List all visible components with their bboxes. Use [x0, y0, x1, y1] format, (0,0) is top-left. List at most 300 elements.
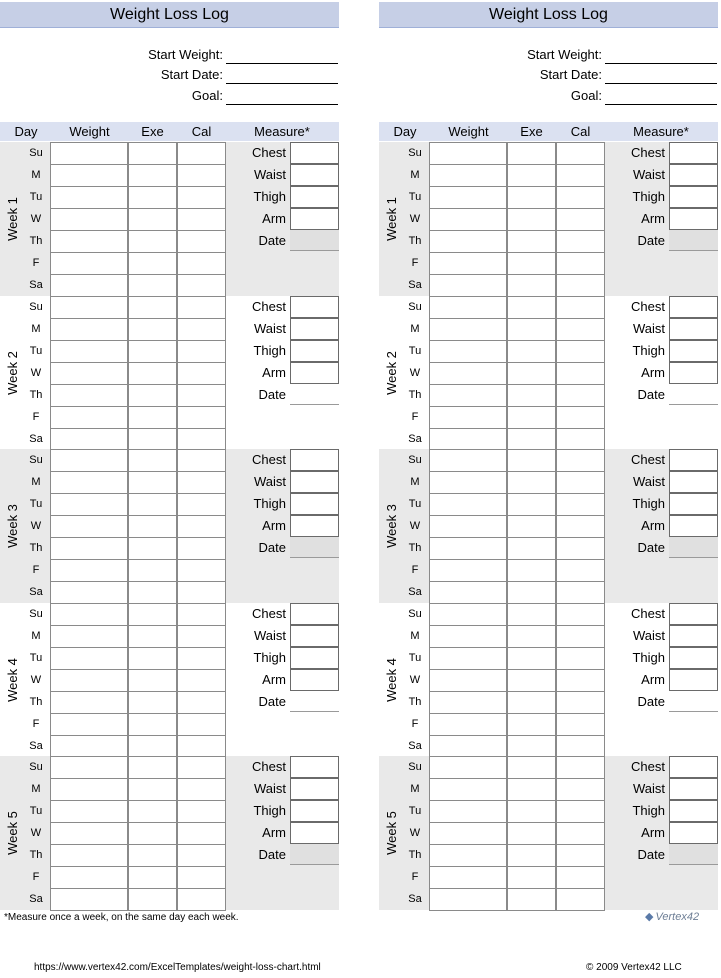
template-url[interactable]: https://www.vertex42.com/ExcelTemplates/weight-loss-chart.html	[34, 962, 321, 973]
date-input[interactable]	[290, 844, 339, 865]
calories-input-cell[interactable]	[177, 735, 226, 758]
calories-input-cell[interactable]	[177, 691, 226, 714]
measure-input-arm[interactable]	[290, 515, 339, 537]
measure-input-waist[interactable]	[669, 778, 718, 800]
day-label: M	[410, 783, 420, 796]
day-label: W	[409, 520, 421, 533]
exercise-input-cell[interactable]	[128, 449, 177, 472]
exercise-input-cell[interactable]	[128, 647, 177, 670]
log-title: Weight Loss Log	[0, 2, 339, 28]
exercise-input-cell[interactable]	[507, 164, 556, 187]
exercise-input-cell[interactable]	[128, 406, 177, 429]
weight-input-cell[interactable]	[429, 296, 507, 319]
header-field-input-line[interactable]	[226, 63, 338, 64]
calories-input-cell[interactable]	[177, 559, 226, 582]
weight-input-cell[interactable]	[50, 274, 128, 297]
calories-input-cell[interactable]	[177, 515, 226, 538]
calories-input-cell[interactable]	[177, 208, 226, 231]
calories-input-cell[interactable]	[177, 406, 226, 429]
exercise-input-cell[interactable]	[507, 669, 556, 692]
measure-input-thigh[interactable]	[669, 647, 718, 669]
calories-input-cell[interactable]	[556, 844, 605, 867]
exercise-input-cell[interactable]	[507, 844, 556, 867]
header-field-label: Start Date:	[160, 67, 223, 82]
calories-input-cell[interactable]	[177, 318, 226, 341]
measure-input-thigh[interactable]	[290, 647, 339, 669]
calories-input-cell[interactable]	[556, 406, 605, 429]
exercise-input-cell[interactable]	[128, 778, 177, 801]
calories-input-cell[interactable]	[556, 691, 605, 714]
weight-input-cell[interactable]	[50, 735, 128, 758]
day-label: M	[31, 476, 41, 489]
header-field-input-line[interactable]	[605, 63, 717, 64]
weight-input-cell[interactable]	[50, 406, 128, 429]
exercise-input-cell[interactable]	[128, 471, 177, 494]
exercise-input-cell[interactable]	[507, 384, 556, 407]
exercise-input-cell[interactable]	[128, 340, 177, 363]
measure-input-waist[interactable]	[669, 164, 718, 186]
measure-input-arm[interactable]	[290, 669, 339, 691]
header-field-input-line[interactable]	[605, 83, 717, 84]
weight-input-cell[interactable]	[429, 384, 507, 407]
calories-input-cell[interactable]	[556, 318, 605, 341]
weight-input-cell[interactable]	[429, 340, 507, 363]
calories-input-cell[interactable]	[177, 669, 226, 692]
exercise-input-cell[interactable]	[128, 318, 177, 341]
measure-input-arm[interactable]	[290, 362, 339, 384]
calories-input-cell[interactable]	[177, 230, 226, 253]
calories-input-cell[interactable]	[556, 735, 605, 758]
weight-input-cell[interactable]	[429, 186, 507, 209]
exercise-input-cell[interactable]	[507, 340, 556, 363]
exercise-input-cell[interactable]	[128, 844, 177, 867]
calories-input-cell[interactable]	[177, 449, 226, 472]
day-label: Tu	[29, 805, 43, 818]
exercise-input-cell[interactable]	[507, 142, 556, 165]
exercise-input-cell[interactable]	[128, 735, 177, 758]
header-field-input-line[interactable]	[605, 104, 717, 105]
exercise-input-cell[interactable]	[128, 537, 177, 560]
weight-input-cell[interactable]	[50, 669, 128, 692]
weight-input-cell[interactable]	[50, 186, 128, 209]
exercise-input-cell[interactable]	[507, 186, 556, 209]
day-label: M	[31, 629, 41, 642]
measure-input-chest[interactable]	[669, 603, 718, 625]
exercise-input-cell[interactable]	[507, 471, 556, 494]
weight-input-cell[interactable]	[429, 756, 507, 779]
weight-input-cell[interactable]	[50, 581, 128, 604]
calories-input-cell[interactable]	[556, 669, 605, 692]
exercise-input-cell[interactable]	[128, 822, 177, 845]
exercise-input-cell[interactable]	[507, 296, 556, 319]
weight-input-cell[interactable]	[50, 800, 128, 823]
calories-input-cell[interactable]	[556, 866, 605, 889]
measure-input-arm[interactable]	[669, 362, 718, 384]
exercise-input-cell[interactable]	[507, 406, 556, 429]
calories-input-cell[interactable]	[177, 625, 226, 648]
weight-input-cell[interactable]	[429, 888, 507, 911]
day-label: Th	[408, 849, 422, 862]
measure-input-waist[interactable]	[290, 471, 339, 493]
exercise-input-cell[interactable]	[507, 888, 556, 911]
exercise-input-cell[interactable]	[507, 449, 556, 472]
measure-input-chest[interactable]	[290, 142, 339, 164]
calories-input-cell[interactable]	[556, 164, 605, 187]
calories-input-cell[interactable]	[177, 142, 226, 165]
weight-input-cell[interactable]	[429, 800, 507, 823]
weight-input-cell[interactable]	[429, 230, 507, 253]
exercise-input-cell[interactable]	[507, 559, 556, 582]
calories-input-cell[interactable]	[177, 186, 226, 209]
weight-input-cell[interactable]	[429, 822, 507, 845]
exercise-input-cell[interactable]	[507, 603, 556, 626]
calories-input-cell[interactable]	[556, 822, 605, 845]
weight-input-cell[interactable]	[50, 230, 128, 253]
measure-label-thigh: Thigh	[253, 803, 286, 819]
exercise-input-cell[interactable]	[507, 493, 556, 516]
weight-input-cell[interactable]	[429, 515, 507, 538]
weight-input-cell[interactable]	[50, 471, 128, 494]
weight-input-cell[interactable]	[50, 296, 128, 319]
exercise-input-cell[interactable]	[128, 142, 177, 165]
weight-input-cell[interactable]	[429, 669, 507, 692]
weight-input-cell[interactable]	[50, 822, 128, 845]
exercise-input-cell[interactable]	[128, 581, 177, 604]
calories-input-cell[interactable]	[556, 603, 605, 626]
calories-input-cell[interactable]	[177, 822, 226, 845]
date-input[interactable]	[290, 691, 339, 712]
col-header-exe: Exe	[520, 124, 543, 139]
calories-input-cell[interactable]	[177, 252, 226, 275]
weight-input-cell[interactable]	[50, 756, 128, 779]
measure-input-thigh[interactable]	[669, 186, 718, 208]
weight-input-cell[interactable]	[429, 274, 507, 297]
date-input[interactable]	[669, 230, 718, 251]
calories-input-cell[interactable]	[556, 362, 605, 385]
weight-input-cell[interactable]	[50, 384, 128, 407]
exercise-input-cell[interactable]	[128, 888, 177, 911]
calories-input-cell[interactable]	[177, 493, 226, 516]
day-label: Su	[29, 147, 43, 159]
weight-input-cell[interactable]	[50, 866, 128, 889]
measure-label-thigh: Thigh	[632, 649, 665, 665]
calories-input-cell[interactable]	[177, 756, 226, 779]
weight-input-cell[interactable]	[429, 252, 507, 275]
calories-input-cell[interactable]	[177, 362, 226, 385]
calories-input-cell[interactable]	[556, 647, 605, 670]
calories-input-cell[interactable]	[177, 428, 226, 451]
weight-input-cell[interactable]	[429, 449, 507, 472]
exercise-input-cell[interactable]	[128, 515, 177, 538]
exercise-input-cell[interactable]	[128, 493, 177, 516]
weight-input-cell[interactable]	[429, 142, 507, 165]
header-field-row	[0, 65, 339, 85]
calories-input-cell[interactable]	[556, 888, 605, 911]
measure-input-waist[interactable]	[290, 625, 339, 647]
measure-input-arm[interactable]	[669, 208, 718, 230]
weight-input-cell[interactable]	[429, 537, 507, 560]
exercise-input-cell[interactable]	[507, 274, 556, 297]
measure-input-thigh[interactable]	[290, 186, 339, 208]
weight-input-cell[interactable]	[429, 647, 507, 670]
exercise-input-cell[interactable]	[128, 800, 177, 823]
weight-input-cell[interactable]	[50, 252, 128, 275]
calories-input-cell[interactable]	[177, 844, 226, 867]
calories-input-cell[interactable]	[177, 296, 226, 319]
calories-input-cell[interactable]	[556, 252, 605, 275]
exercise-input-cell[interactable]	[507, 537, 556, 560]
date-input[interactable]	[290, 230, 339, 251]
weight-input-cell[interactable]	[50, 713, 128, 736]
weight-input-cell[interactable]	[429, 735, 507, 758]
calories-input-cell[interactable]	[556, 537, 605, 560]
weight-input-cell[interactable]	[50, 691, 128, 714]
week-label: Week 5	[384, 811, 399, 856]
exercise-input-cell[interactable]	[507, 822, 556, 845]
weight-input-cell[interactable]	[429, 208, 507, 231]
calories-input-cell[interactable]	[556, 142, 605, 165]
exercise-input-cell[interactable]	[128, 713, 177, 736]
calories-input-cell[interactable]	[556, 493, 605, 516]
exercise-input-cell[interactable]	[507, 230, 556, 253]
measure-input-chest[interactable]	[290, 449, 339, 471]
weight-input-cell[interactable]	[429, 625, 507, 648]
date-input[interactable]	[669, 537, 718, 558]
exercise-input-cell[interactable]	[128, 603, 177, 626]
measure-input-waist[interactable]	[669, 318, 718, 340]
calories-input-cell[interactable]	[177, 537, 226, 560]
exercise-input-cell[interactable]	[507, 756, 556, 779]
calories-input-cell[interactable]	[177, 164, 226, 187]
exercise-input-cell[interactable]	[128, 208, 177, 231]
day-label: Th	[408, 388, 422, 401]
date-input[interactable]	[290, 384, 339, 405]
calories-input-cell[interactable]	[177, 603, 226, 626]
weight-input-cell[interactable]	[50, 888, 128, 911]
measure-input-arm[interactable]	[669, 515, 718, 537]
weight-input-cell[interactable]	[429, 559, 507, 582]
week-block	[0, 756, 339, 910]
measure-input-waist[interactable]	[290, 164, 339, 186]
calories-input-cell[interactable]	[177, 340, 226, 363]
calories-input-cell[interactable]	[556, 208, 605, 231]
calories-input-cell[interactable]	[177, 471, 226, 494]
measure-label-arm: Arm	[641, 211, 665, 226]
date-input[interactable]	[290, 537, 339, 558]
header-field-row	[379, 86, 718, 106]
calories-input-cell[interactable]	[556, 756, 605, 779]
weight-input-cell[interactable]	[50, 625, 128, 648]
col-header-cal: Cal	[191, 124, 212, 139]
measure-input-chest[interactable]	[290, 756, 339, 778]
calories-input-cell[interactable]	[556, 625, 605, 648]
exercise-input-cell[interactable]	[507, 778, 556, 801]
calories-input-cell[interactable]	[556, 515, 605, 538]
exercise-input-cell[interactable]	[128, 164, 177, 187]
calories-input-cell[interactable]	[177, 647, 226, 670]
week-label: Week 1	[384, 197, 399, 241]
weight-input-cell[interactable]	[50, 493, 128, 516]
weight-input-cell[interactable]	[50, 559, 128, 582]
exercise-input-cell[interactable]	[128, 559, 177, 582]
calories-input-cell[interactable]	[556, 384, 605, 407]
day-label: M	[410, 476, 420, 489]
measure-input-chest[interactable]	[669, 449, 718, 471]
weight-input-cell[interactable]	[429, 713, 507, 736]
exercise-input-cell[interactable]	[507, 647, 556, 670]
measure-input-arm[interactable]	[290, 208, 339, 230]
calories-input-cell[interactable]	[177, 778, 226, 801]
weight-input-cell[interactable]	[50, 449, 128, 472]
measure-label-chest: Chest	[631, 145, 665, 160]
weight-input-cell[interactable]	[50, 515, 128, 538]
date-input[interactable]	[669, 384, 718, 405]
exercise-input-cell[interactable]	[507, 800, 556, 823]
exercise-input-cell[interactable]	[128, 691, 177, 714]
weight-input-cell[interactable]	[50, 603, 128, 626]
header-field-input-line[interactable]	[226, 104, 338, 105]
measure-input-arm[interactable]	[669, 669, 718, 691]
weight-input-cell[interactable]	[429, 471, 507, 494]
day-label: Tu	[408, 805, 422, 818]
weight-input-cell[interactable]	[429, 778, 507, 801]
measure-input-thigh[interactable]	[669, 340, 718, 362]
exercise-input-cell[interactable]	[507, 866, 556, 889]
exercise-input-cell[interactable]	[507, 581, 556, 604]
date-label: Date	[637, 233, 665, 248]
calories-input-cell[interactable]	[556, 230, 605, 253]
calories-input-cell[interactable]	[177, 888, 226, 911]
weight-input-cell[interactable]	[429, 581, 507, 604]
calories-input-cell[interactable]	[556, 340, 605, 363]
exercise-input-cell[interactable]	[128, 384, 177, 407]
exercise-input-cell[interactable]	[128, 296, 177, 319]
calories-input-cell[interactable]	[177, 866, 226, 889]
weight-input-cell[interactable]	[429, 318, 507, 341]
weight-input-cell[interactable]	[429, 164, 507, 187]
exercise-input-cell[interactable]	[128, 866, 177, 889]
measure-input-arm[interactable]	[290, 822, 339, 844]
weight-input-cell[interactable]	[50, 844, 128, 867]
measure-input-thigh[interactable]	[290, 340, 339, 362]
calories-input-cell[interactable]	[556, 581, 605, 604]
exercise-input-cell[interactable]	[128, 756, 177, 779]
exercise-input-cell[interactable]	[507, 318, 556, 341]
day-label: Su	[29, 300, 43, 313]
exercise-input-cell[interactable]	[507, 252, 556, 275]
weight-input-cell[interactable]	[50, 164, 128, 187]
exercise-input-cell[interactable]	[507, 428, 556, 451]
exercise-input-cell[interactable]	[507, 691, 556, 714]
weight-input-cell[interactable]	[50, 340, 128, 363]
measure-input-chest[interactable]	[669, 756, 718, 778]
exercise-input-cell[interactable]	[128, 625, 177, 648]
calories-input-cell[interactable]	[556, 428, 605, 451]
exercise-input-cell[interactable]	[128, 669, 177, 692]
measure-input-arm[interactable]	[669, 822, 718, 844]
exercise-input-cell[interactable]	[128, 362, 177, 385]
exercise-input-cell[interactable]	[507, 713, 556, 736]
weight-input-cell[interactable]	[429, 362, 507, 385]
weight-input-cell[interactable]	[50, 778, 128, 801]
date-input[interactable]	[669, 844, 718, 865]
weight-input-cell[interactable]	[429, 844, 507, 867]
calories-input-cell[interactable]	[177, 274, 226, 297]
measure-input-thigh[interactable]	[290, 800, 339, 822]
exercise-input-cell[interactable]	[128, 428, 177, 451]
calories-input-cell[interactable]	[556, 713, 605, 736]
measure-input-chest[interactable]	[669, 142, 718, 164]
weight-input-cell[interactable]	[50, 208, 128, 231]
col-header-day: Day	[393, 124, 417, 139]
calories-input-cell[interactable]	[177, 713, 226, 736]
exercise-input-cell[interactable]	[128, 230, 177, 253]
measure-input-waist[interactable]	[669, 625, 718, 647]
weight-input-cell[interactable]	[50, 142, 128, 165]
weight-input-cell[interactable]	[50, 362, 128, 385]
header-field-input-line[interactable]	[226, 83, 338, 84]
day-label: Th	[29, 542, 43, 555]
exercise-input-cell[interactable]	[128, 186, 177, 209]
calories-input-cell[interactable]	[177, 800, 226, 823]
weight-input-cell[interactable]	[50, 428, 128, 451]
date-input[interactable]	[669, 691, 718, 712]
calories-input-cell[interactable]	[556, 778, 605, 801]
header-field-row	[0, 86, 339, 106]
measure-input-waist[interactable]	[669, 471, 718, 493]
measure-input-waist[interactable]	[290, 778, 339, 800]
calories-input-cell[interactable]	[556, 800, 605, 823]
weight-input-cell[interactable]	[429, 866, 507, 889]
calories-input-cell[interactable]	[556, 296, 605, 319]
weight-input-cell[interactable]	[50, 647, 128, 670]
exercise-input-cell[interactable]	[507, 735, 556, 758]
weight-input-cell[interactable]	[429, 493, 507, 516]
weight-input-cell[interactable]	[429, 428, 507, 451]
measure-input-chest[interactable]	[669, 296, 718, 318]
exercise-input-cell[interactable]	[507, 208, 556, 231]
measure-input-thigh[interactable]	[669, 493, 718, 515]
day-label: Sa	[408, 893, 422, 906]
day-label: Su	[29, 454, 43, 467]
calories-input-cell[interactable]	[556, 186, 605, 209]
week-label: Week 4	[384, 657, 399, 702]
weight-input-cell[interactable]	[429, 603, 507, 626]
measure-input-waist[interactable]	[290, 318, 339, 340]
calories-input-cell[interactable]	[177, 384, 226, 407]
exercise-input-cell[interactable]	[128, 252, 177, 275]
weight-input-cell[interactable]	[50, 318, 128, 341]
weight-input-cell[interactable]	[429, 406, 507, 429]
measure-input-thigh[interactable]	[669, 800, 718, 822]
exercise-input-cell[interactable]	[128, 274, 177, 297]
calories-input-cell[interactable]	[556, 471, 605, 494]
calories-input-cell[interactable]	[556, 449, 605, 472]
calories-input-cell[interactable]	[556, 274, 605, 297]
exercise-input-cell[interactable]	[507, 362, 556, 385]
exercise-input-cell[interactable]	[507, 515, 556, 538]
measure-input-chest[interactable]	[290, 296, 339, 318]
day-label: M	[410, 629, 420, 642]
weight-input-cell[interactable]	[50, 537, 128, 560]
calories-input-cell[interactable]	[556, 559, 605, 582]
measure-input-chest[interactable]	[290, 603, 339, 625]
measure-label-chest: Chest	[252, 452, 286, 468]
exercise-input-cell[interactable]	[507, 625, 556, 648]
calories-input-cell[interactable]	[177, 581, 226, 604]
measure-input-thigh[interactable]	[290, 493, 339, 515]
weight-input-cell[interactable]	[429, 691, 507, 714]
